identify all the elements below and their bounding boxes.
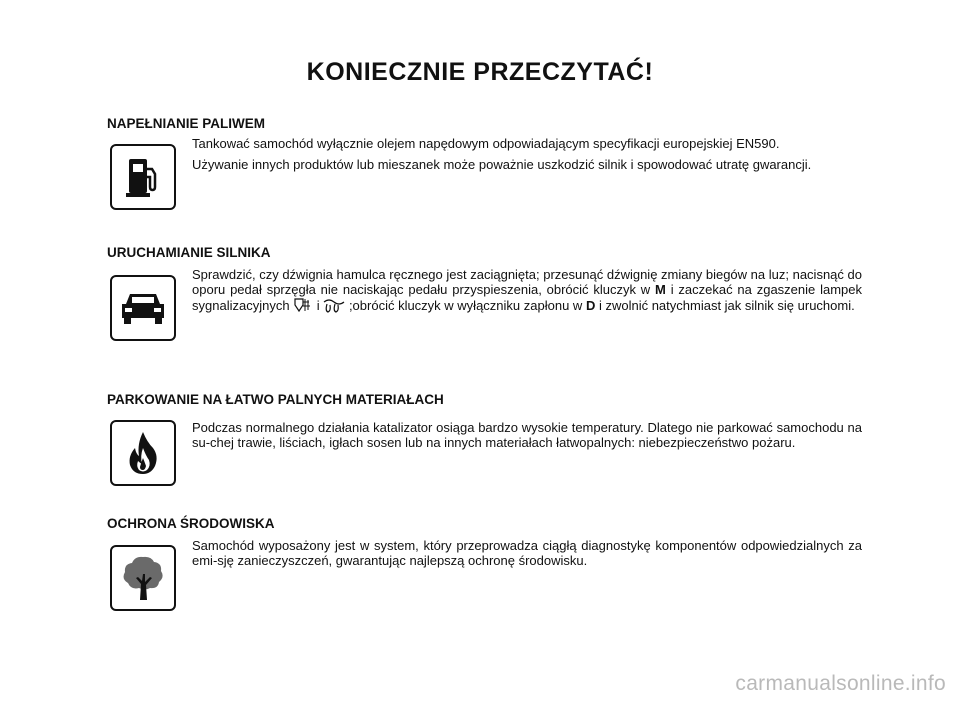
section-environment bbox=[107, 516, 862, 618]
paragraph bbox=[192, 267, 862, 316]
text-fragment: i zaczekać na zgaszenie lampek sygnalizacyjnych bbox=[192, 282, 862, 313]
section-parking-flammable bbox=[107, 392, 862, 494]
preheating-coil-icon bbox=[323, 299, 345, 316]
section-text bbox=[192, 538, 862, 574]
paragraph: Używanie innych produktów lub mieszanek może poważnie uszkodzić silnik i spowodować utratę gwarancji. bbox=[192, 157, 812, 172]
glow-plug-warning-icon bbox=[293, 297, 313, 316]
tree-icon bbox=[110, 545, 176, 611]
text-fragment: ;obrócić kluczyk w wyłączniku zapłonu w bbox=[348, 298, 583, 313]
paragraph: Tankować samochód wyłącznie olejem napędowym odpowiadającym specyfikacji europejskiej EN590. bbox=[192, 136, 780, 151]
watermark: carmanualsonline.info bbox=[735, 672, 946, 695]
key-position-m: M bbox=[655, 282, 666, 297]
paragraph: Podczas normalnego działania katalizator osiąga bardzo wysokie temperatury. Dlatego nie parkować samochodu na su-chej trawie, liściach, igłach sosen lub na innych materiałach łatwopalnych: niebezpieczeństwo pożaru. bbox=[192, 420, 862, 450]
page-title: KONIECZNIE PRZECZYTAĆ! bbox=[306, 58, 654, 86]
car-front-icon bbox=[110, 275, 176, 341]
text-fragment: i zwolnić natychmiast jak silnik się uruchomi. bbox=[598, 298, 855, 313]
section-heading: NAPEŁNIANIE PALIWEM bbox=[107, 116, 265, 131]
section-heading: URUCHAMIANIE SILNIKA bbox=[107, 245, 271, 260]
paragraph: Samochód wyposażony jest w system, który przeprowadza ciągłą diagnostykę komponentów odpowiedzialnych za emi-sję zanieczyszczeń, gwarantując najlepszą ochronę środowisku. bbox=[192, 538, 862, 568]
text-fragment: i bbox=[316, 298, 320, 313]
section-heading: PARKOWANIE NA ŁATWO PALNYCH MATERIAŁACH bbox=[107, 392, 444, 407]
key-position-d: D bbox=[585, 298, 596, 313]
section-text bbox=[192, 267, 862, 322]
text-fragment: Sprawdzić, czy dźwignia hamulca ręcznego jest zaciągnięta; przesunąć dźwignię zmiany biegów na luz; nacisnąć do oporu pedał sprzęgła nie naciskając pedału przyspieszenia, obrócić kluczyk w bbox=[192, 267, 862, 297]
section-refueling bbox=[107, 116, 862, 218]
section-engine-start bbox=[107, 245, 862, 347]
flame-icon bbox=[110, 420, 176, 486]
fuel-pump-icon bbox=[110, 144, 176, 210]
section-text bbox=[192, 420, 862, 456]
section-heading: OCHRONA ŚRODOWISKA bbox=[107, 516, 275, 531]
section-text bbox=[192, 136, 862, 178]
